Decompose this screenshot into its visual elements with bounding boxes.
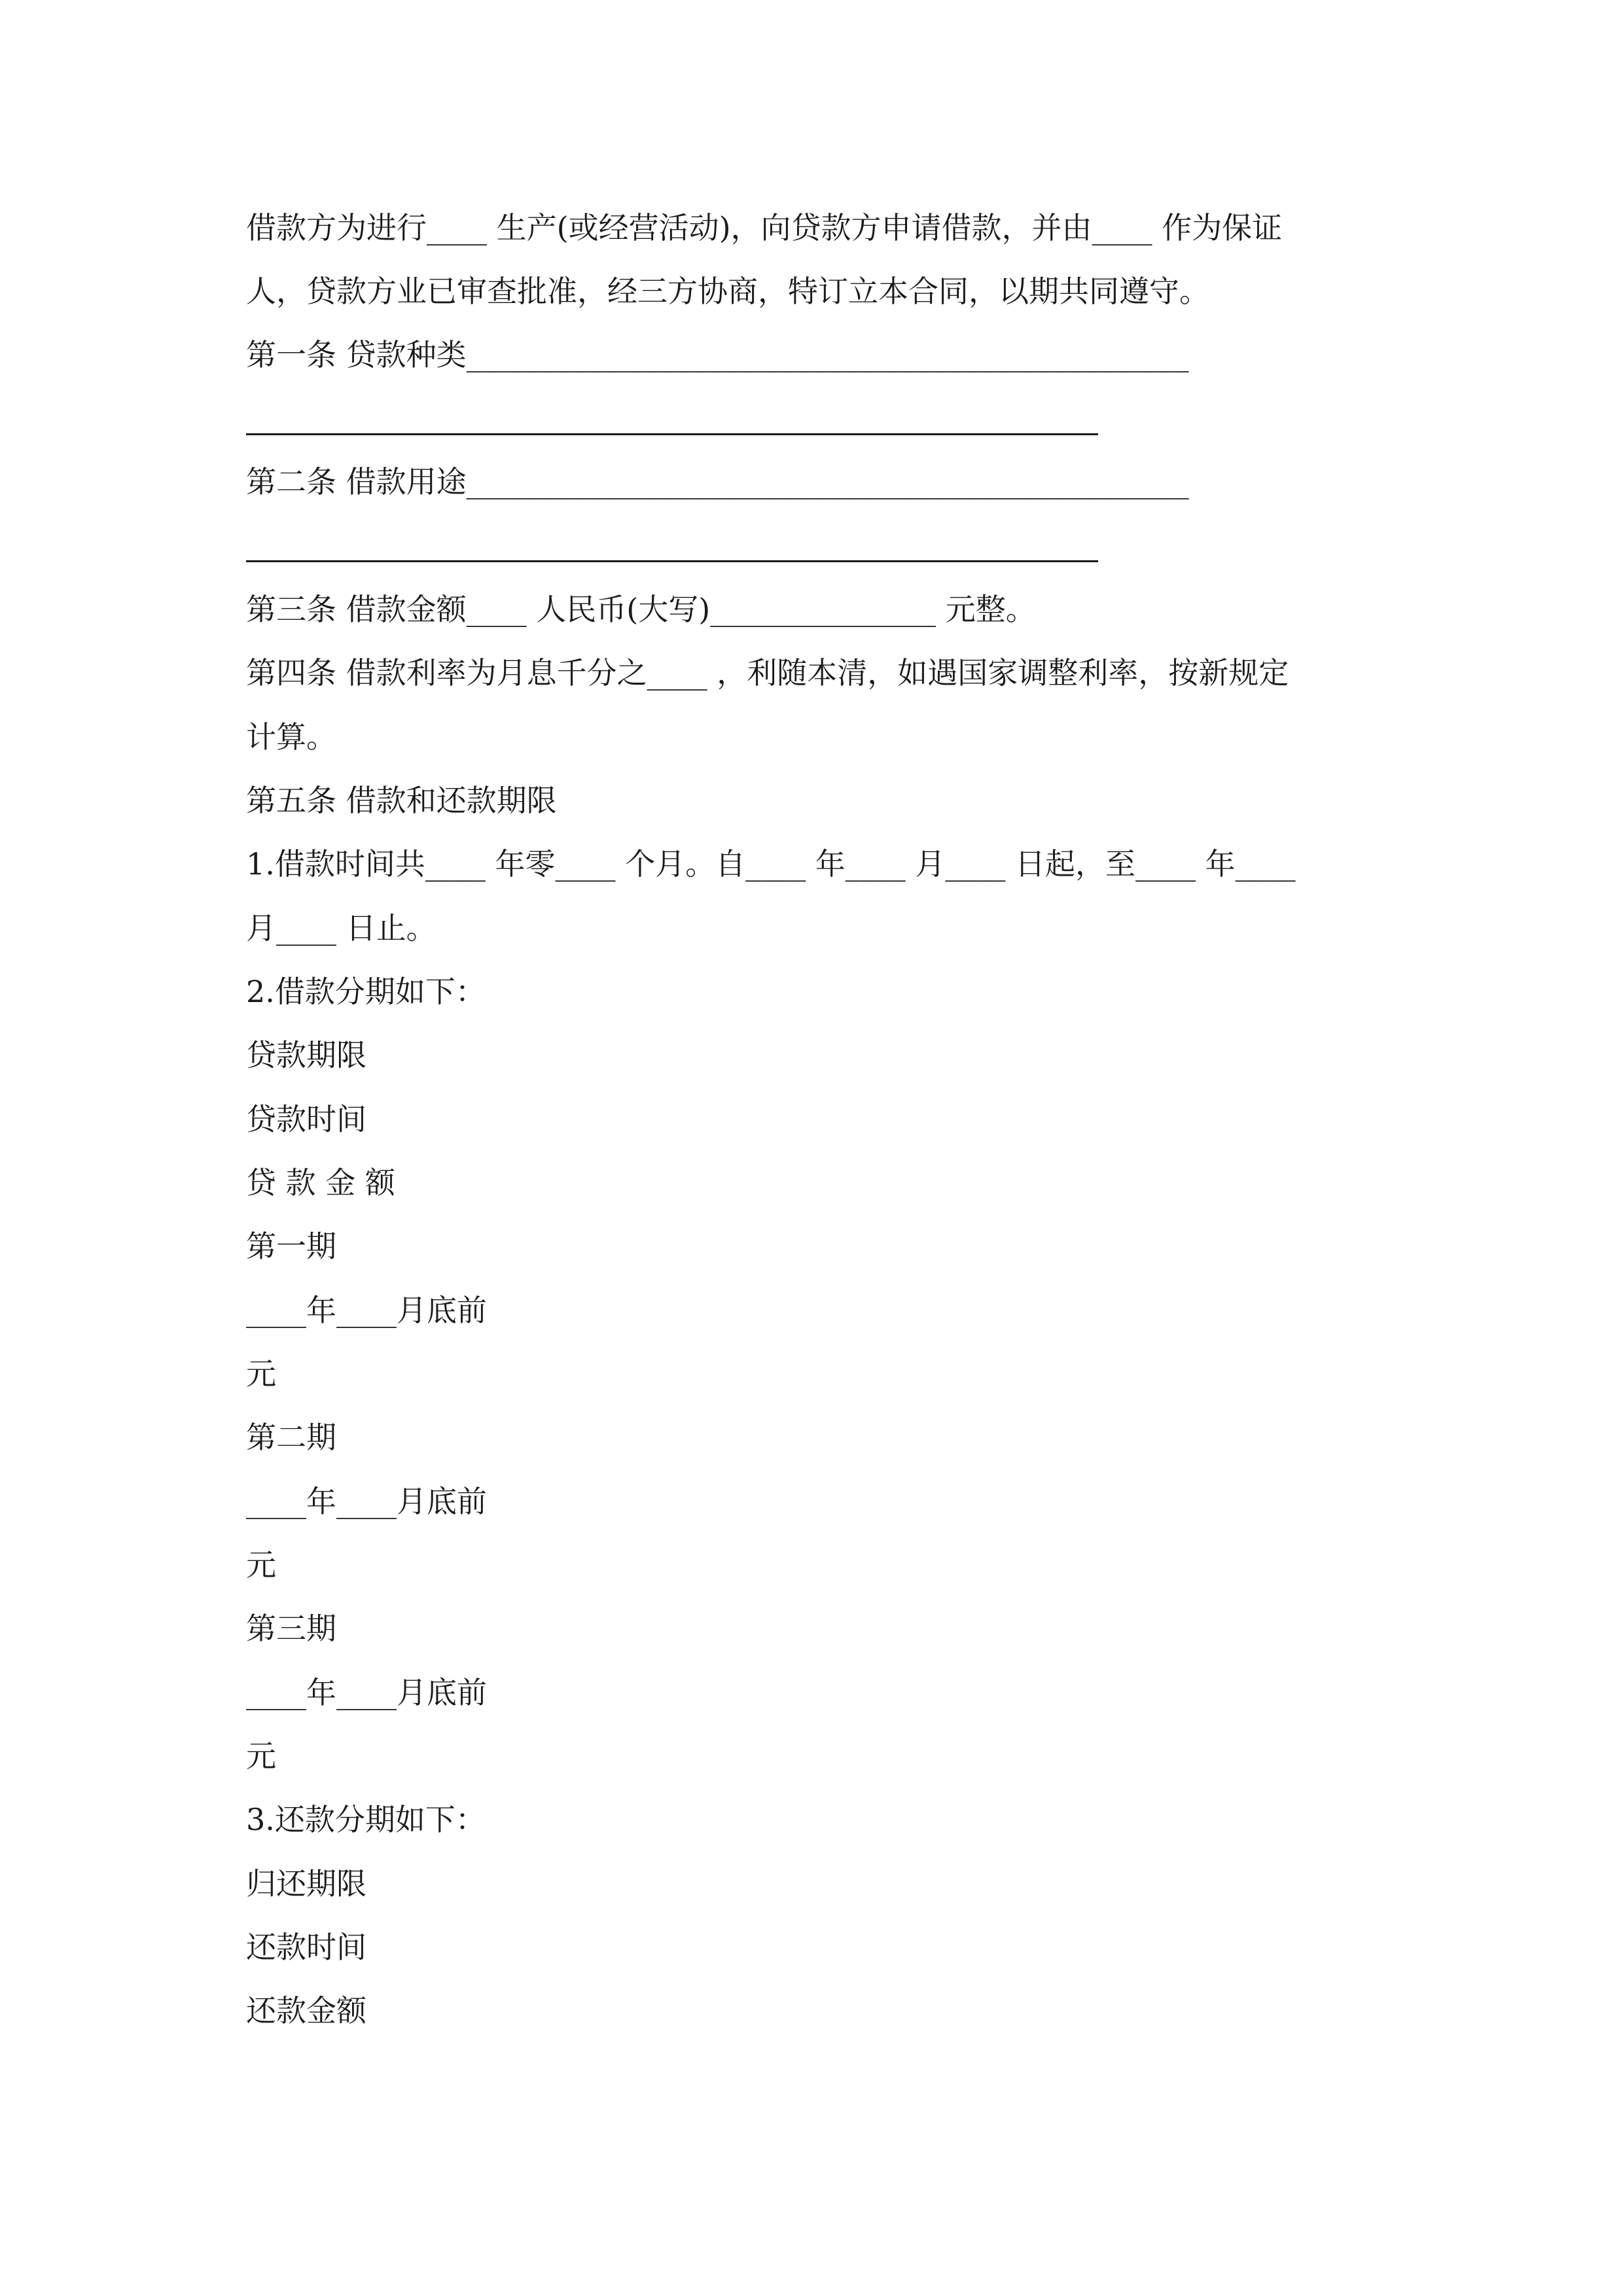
article-2-loan-purpose: 第二条 借款用途________________________________________________ <box>246 464 1189 499</box>
loan-period-2-amount: 元 <box>246 1547 276 1583</box>
article-4-interest-rate: 第四条 借款利率为月息千分之____ ，利随本清，如遇国家调整利率，按新规定 <box>246 655 1289 691</box>
repay-table-header-period: 归还期限 <box>246 1866 366 1901</box>
loan-term-line-1: 1.借款时间共____ 年零____ 个月。自____ 年____ 月____ 日起，至____ 年____ <box>246 846 1296 882</box>
loan-installments-heading: 2.借款分期如下： <box>246 974 486 1009</box>
article-3-loan-amount: 第三条 借款金额____ 人民币(大写)_______________ 元整。 <box>246 592 1036 627</box>
article-1-fill-line <box>246 433 1098 435</box>
loan-period-3-date: ____年____月底前 <box>246 1675 487 1710</box>
loan-period-3-amount: 元 <box>246 1738 276 1774</box>
repay-table-header-time: 还款时间 <box>246 1929 366 1965</box>
article-2-fill-line <box>246 560 1098 562</box>
repay-table-header-amount: 还款金额 <box>246 1993 366 2028</box>
loan-period-1-amount: 元 <box>246 1356 276 1391</box>
loan-period-2-date: ____年____月底前 <box>246 1484 487 1519</box>
loan-table-header-time: 贷款时间 <box>246 1102 366 1137</box>
loan-period-2-label: 第二期 <box>246 1420 336 1455</box>
loan-table-header-period: 贷款期限 <box>246 1037 366 1073</box>
loan-term-line-2: 月____ 日止。 <box>246 910 437 946</box>
preamble-line-1: 借款方为进行____ 生产(或经营活动)，向贷款方申请借款，并由____ 作为保证 <box>246 210 1283 245</box>
repayment-installments-heading: 3.还款分期如下： <box>246 1802 486 1837</box>
preamble-line-2: 人，贷款方业已审查批准，经三方协商，特订立本合同，以期共同遵守。 <box>246 274 1209 309</box>
loan-period-3-label: 第三期 <box>246 1611 336 1646</box>
article-5-heading: 第五条 借款和还款期限 <box>246 783 557 818</box>
article-1-loan-type: 第一条 贷款种类________________________________________________ <box>246 337 1189 372</box>
article-4-continued: 计算。 <box>246 719 336 755</box>
loan-period-1-date: ____年____月底前 <box>246 1293 487 1328</box>
loan-table-header-amount: 贷 款 金 额 <box>246 1165 395 1200</box>
loan-period-1-label: 第一期 <box>246 1229 336 1264</box>
